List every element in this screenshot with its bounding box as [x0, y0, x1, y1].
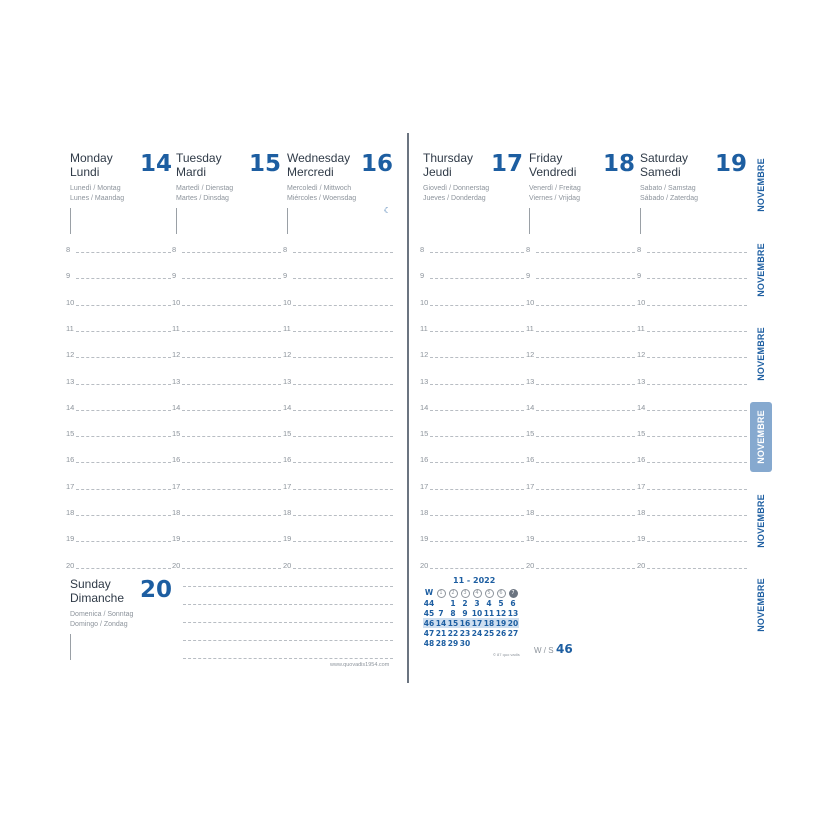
hour-label: 12 [420, 350, 429, 360]
day-name-es-nl: Jueves / Donderdag [423, 195, 486, 202]
hour-slot-line[interactable] [647, 384, 747, 385]
hour-label: 17 [637, 481, 646, 491]
mini-calendar-day[interactable]: 21 [435, 628, 447, 638]
hour-label: 20 [172, 560, 181, 570]
day-number: 18 [602, 151, 635, 177]
mini-calendar-day[interactable]: 11 [483, 608, 495, 618]
day-name-fr: Vendredi [529, 165, 577, 179]
day-name-en: Friday [529, 151, 563, 165]
mini-calendar-day[interactable] [483, 638, 495, 648]
mini-calendar-title: 11 - 2022 [453, 576, 496, 585]
hour-label: 13 [526, 376, 535, 386]
hour-label: 17 [66, 481, 75, 491]
day-number: 14 [139, 151, 172, 177]
mini-calendar-week-number: 45 [423, 608, 435, 618]
hour-label: 13 [66, 376, 75, 386]
page-divider [407, 133, 409, 683]
hour-label: 16 [172, 455, 181, 465]
weekday-marker: 6 [497, 589, 506, 598]
hour-slot-line[interactable] [536, 384, 635, 385]
hour-label: 13 [637, 376, 646, 386]
mini-calendar-row [423, 638, 519, 648]
hour-slot-line[interactable] [430, 305, 524, 306]
mini-calendar-day[interactable]: 28 [435, 638, 447, 648]
hour-slot-line[interactable] [647, 489, 747, 490]
hour-slot-line[interactable] [293, 357, 393, 358]
mini-calendar-grid [423, 587, 519, 648]
hour-label: 8 [283, 245, 288, 254]
hour-label: 20 [66, 560, 75, 570]
day-note-marker [176, 208, 177, 234]
hour-label: 10 [172, 297, 181, 307]
day-name-es-nl: Viernes / Vrijdag [529, 195, 580, 202]
hour-label: 14 [66, 402, 75, 412]
hour-slot-line[interactable] [647, 436, 747, 437]
hour-label: 10 [66, 297, 75, 307]
mini-calendar-day[interactable]: 15 [447, 618, 459, 628]
mini-calendar-day[interactable]: 22 [447, 628, 459, 638]
hour-label: 14 [637, 402, 646, 412]
hour-label: 19 [420, 534, 429, 544]
day-name-it-de: Domenica / Sonntag [70, 611, 134, 618]
hour-slot-line[interactable] [536, 515, 635, 516]
weekday-marker: 5 [485, 589, 494, 598]
hour-label: 17 [172, 481, 181, 491]
hour-slot-line[interactable] [293, 541, 393, 542]
day-name-es-nl: Martes / Dinsdag [176, 195, 229, 202]
mini-calendar-day[interactable]: 7 [438, 608, 444, 618]
hour-slot-line[interactable] [430, 515, 524, 516]
hour-slot-line[interactable] [293, 462, 393, 463]
mini-calendar-day[interactable]: 23 [459, 628, 471, 638]
hour-slot-line[interactable] [76, 278, 171, 279]
mini-calendar-day[interactable]: 17 [471, 618, 483, 628]
hour-slot-line[interactable] [76, 331, 171, 332]
sunday-note-line[interactable] [183, 640, 393, 641]
hour-slot-line[interactable] [536, 252, 635, 253]
hour-label: 12 [637, 350, 646, 360]
day-name-fr: Dimanche [70, 591, 125, 605]
hour-label: 11 [283, 323, 291, 333]
day-name-it-de: Lunedì / Montag [70, 185, 121, 192]
hour-slot-line[interactable] [536, 568, 635, 569]
day-name-es-nl: Lunes / Maandag [70, 195, 125, 202]
day-name-it-de: Sabato / Samstag [640, 185, 696, 192]
moon-phase-icon: ☾ [383, 206, 391, 215]
hour-label: 13 [283, 376, 292, 386]
hour-label: 9 [66, 271, 71, 281]
week-number: 46 [556, 642, 573, 656]
hour-label: 15 [283, 429, 292, 439]
hour-slot-line[interactable] [182, 462, 281, 463]
hour-slot-line[interactable] [430, 489, 524, 490]
mini-calendar-day[interactable]: 3 [474, 598, 480, 608]
hour-slot-line[interactable] [182, 305, 281, 306]
hour-slot-line[interactable] [293, 331, 393, 332]
mini-calendar-week-number: 48 [423, 638, 435, 648]
hour-slot-line[interactable] [182, 541, 281, 542]
website-footer: www.quovadis1954.com [330, 662, 390, 668]
hour-label: 14 [526, 402, 535, 412]
month-tab[interactable]: NOVEMBRE [756, 158, 767, 212]
mini-calendar-day[interactable]: 10 [471, 608, 483, 618]
mini-calendar-day[interactable]: 19 [495, 618, 507, 628]
mini-calendar-day[interactable]: 18 [483, 618, 495, 628]
hour-slot-line[interactable] [76, 541, 171, 542]
hour-label: 8 [420, 245, 425, 254]
hour-label: 11 [526, 323, 534, 333]
day-name-it-de: Giovedì / Donnerstag [423, 185, 490, 192]
hour-label: 19 [637, 534, 646, 544]
mini-calendar-week-number: 44 [423, 598, 435, 608]
hour-slot-line[interactable] [647, 515, 747, 516]
mini-calendar-row [423, 618, 519, 628]
hour-label: 18 [172, 508, 181, 517]
hour-slot-line[interactable] [647, 278, 747, 279]
hour-slot-line[interactable] [430, 278, 524, 279]
weekday-marker: 4 [473, 589, 482, 598]
hour-slot-line[interactable] [76, 515, 171, 516]
day-column-monday [70, 152, 172, 237]
day-number: 15 [248, 151, 281, 177]
hour-label: 9 [283, 271, 288, 281]
hour-label: 20 [420, 560, 429, 570]
hour-slot-line[interactable] [536, 489, 635, 490]
hour-label: 11 [66, 323, 74, 333]
hour-label: 15 [420, 429, 429, 439]
hour-slot-line[interactable] [430, 331, 524, 332]
mini-calendar-day[interactable]: 4 [486, 598, 492, 608]
day-number: 20 [139, 577, 172, 603]
day-note-marker [70, 208, 71, 234]
hour-slot-line[interactable] [182, 357, 281, 358]
hour-slot-line[interactable] [182, 515, 281, 516]
hour-slot-line[interactable] [647, 305, 747, 306]
day-number: 19 [714, 151, 747, 177]
day-name-fr: Samedi [640, 165, 681, 179]
hour-label: 18 [637, 508, 646, 517]
hour-slot-line[interactable] [76, 568, 171, 569]
day-note-marker [640, 208, 641, 234]
day-number: 16 [360, 151, 393, 177]
hour-slot-line[interactable] [182, 436, 281, 437]
mini-calendar-day[interactable]: 26 [495, 628, 507, 638]
day-name-en: Thursday [423, 151, 474, 165]
hour-slot-line[interactable] [536, 278, 635, 279]
hour-slot-line[interactable] [647, 357, 747, 358]
sunday-note-line[interactable] [183, 604, 393, 605]
mini-calendar-day[interactable] [507, 638, 519, 648]
hour-label: 15 [526, 429, 535, 439]
mini-calendar-row [423, 608, 519, 618]
hour-label: 17 [283, 481, 292, 491]
hour-slot-line[interactable] [76, 357, 171, 358]
hour-slot-line[interactable] [293, 278, 393, 279]
weekday-marker: 2 [449, 589, 458, 598]
day-name-en: Sunday [70, 577, 111, 591]
mini-calendar-day[interactable]: 2 [462, 598, 468, 608]
mini-calendar-day[interactable]: 9 [462, 608, 468, 618]
day-column-sunday [70, 578, 172, 663]
hour-label: 16 [66, 455, 75, 465]
hour-label: 18 [283, 508, 292, 517]
hour-label: 13 [172, 376, 181, 386]
day-name-fr: Jeudi [423, 165, 452, 179]
mini-calendar-day[interactable]: 5 [498, 598, 504, 608]
hour-label: 16 [283, 455, 292, 465]
hour-label: 20 [637, 560, 646, 570]
hour-slot-line[interactable] [293, 410, 393, 411]
hour-slot-line[interactable] [182, 278, 281, 279]
mini-calendar-day[interactable]: 25 [483, 628, 495, 638]
day-note-marker [287, 208, 288, 234]
hour-label: 12 [526, 350, 535, 360]
month-tab-active[interactable]: NOVEMBRE [750, 402, 772, 472]
mini-calendar-day[interactable] [495, 638, 507, 648]
day-name-en: Wednesday [287, 151, 351, 165]
day-column-thursday [423, 152, 523, 237]
hour-label: 16 [637, 455, 646, 465]
hour-label: 20 [283, 560, 292, 570]
mini-calendar-week-header: W [424, 588, 434, 597]
hour-label: 8 [66, 245, 71, 254]
mini-calendar-day[interactable]: 8 [450, 608, 456, 618]
hour-label: 15 [66, 429, 75, 439]
hour-label: 11 [172, 323, 180, 333]
mini-calendar-day[interactable] [471, 638, 483, 648]
month-tab[interactable]: NOVEMBRE [756, 578, 767, 632]
mini-calendar-day[interactable]: 12 [495, 608, 507, 618]
hour-label: 9 [420, 271, 425, 281]
day-name-fr: Mercredi [287, 165, 334, 179]
hour-slot-line[interactable] [76, 462, 171, 463]
hour-label: 19 [526, 534, 535, 544]
hour-label: 9 [526, 271, 531, 281]
mini-calendar-day[interactable]: 24 [471, 628, 483, 638]
hour-slot-line[interactable] [430, 436, 524, 437]
day-name-fr: Lundi [70, 165, 100, 179]
hour-slot-line[interactable] [182, 489, 281, 490]
hour-label: 14 [283, 402, 292, 412]
hour-label: 15 [172, 429, 181, 439]
day-name-en: Tuesday [176, 151, 222, 165]
day-column-wednesday [287, 152, 393, 237]
hour-label: 10 [637, 297, 646, 307]
hour-slot-line[interactable] [647, 462, 747, 463]
hour-label: 11 [637, 323, 645, 333]
hour-label: 8 [526, 245, 531, 254]
hour-slot-line[interactable] [647, 410, 747, 411]
hour-label: 12 [172, 350, 181, 360]
month-tab[interactable]: NOVEMBRE [756, 243, 767, 297]
hour-slot-line[interactable] [430, 462, 524, 463]
mini-calendar-day[interactable]: 29 [447, 638, 459, 648]
hour-slot-line[interactable] [536, 541, 635, 542]
hour-slot-line[interactable] [430, 568, 524, 569]
hour-slot-line[interactable] [647, 568, 747, 569]
hour-label: 18 [526, 508, 535, 517]
hour-slot-line[interactable] [430, 384, 524, 385]
hour-slot-line[interactable] [536, 462, 635, 463]
hour-slot-line[interactable] [76, 384, 171, 385]
hour-slot-line[interactable] [430, 252, 524, 253]
hour-label: 10 [526, 297, 535, 307]
day-name-it-de: Venerdì / Freitag [529, 185, 581, 192]
day-name-en: Monday [70, 151, 113, 165]
hour-slot-line[interactable] [647, 541, 747, 542]
hour-label: 8 [637, 245, 642, 254]
hour-slot-line[interactable] [182, 384, 281, 385]
hour-slot-line[interactable] [430, 357, 524, 358]
day-name-en: Saturday [640, 151, 689, 165]
hour-label: 18 [66, 508, 75, 517]
mini-calendar-day[interactable]: 14 [435, 618, 447, 628]
sunday-note-line[interactable] [183, 658, 393, 659]
hour-slot-line[interactable] [647, 331, 747, 332]
hour-slot-line[interactable] [293, 436, 393, 437]
hour-slot-line[interactable] [430, 410, 524, 411]
hour-label: 16 [420, 455, 429, 465]
hour-label: 18 [420, 508, 429, 517]
day-name-fr: Mardi [176, 165, 207, 179]
hour-label: 14 [172, 402, 181, 412]
hour-label: 9 [172, 271, 177, 281]
hour-slot-line[interactable] [293, 515, 393, 516]
hour-label: 12 [66, 350, 75, 360]
mini-calendar-day[interactable]: 6 [510, 598, 516, 608]
hour-slot-line[interactable] [182, 568, 281, 569]
hour-label: 10 [420, 297, 429, 307]
hour-label: 19 [66, 534, 75, 544]
hour-label: 8 [172, 245, 177, 254]
mini-calendar-week-number: 47 [423, 628, 435, 638]
hour-slot-line[interactable] [293, 252, 393, 253]
day-column-friday [529, 152, 635, 237]
day-name-it-de: Martedì / Dienstag [176, 185, 234, 192]
hour-label: 11 [420, 323, 428, 333]
day-note-marker [529, 208, 530, 234]
day-name-es-nl: Sábado / Zaterdag [640, 195, 698, 202]
hour-slot-line[interactable] [293, 384, 393, 385]
mini-calendar-row [423, 598, 519, 608]
hour-slot-line[interactable] [182, 252, 281, 253]
weekday-marker: 7 [509, 589, 518, 598]
day-name-es-nl: Domingo / Zondag [70, 621, 128, 628]
hour-label: 17 [420, 481, 429, 491]
sunday-note-line[interactable] [183, 622, 393, 623]
hour-slot-line[interactable] [293, 305, 393, 306]
hour-slot-line[interactable] [76, 305, 171, 306]
day-column-saturday [640, 152, 747, 237]
hour-slot-line[interactable] [293, 568, 393, 569]
hour-slot-line[interactable] [430, 541, 524, 542]
mini-calendar-day[interactable]: 13 [507, 608, 519, 618]
hour-slot-line[interactable] [76, 436, 171, 437]
mini-calendar-week-number: 46 [423, 618, 435, 628]
hour-label: 13 [420, 376, 429, 386]
hour-slot-line[interactable] [536, 410, 635, 411]
hour-slot-line[interactable] [182, 410, 281, 411]
hour-slot-line[interactable] [647, 252, 747, 253]
mini-calendar-day[interactable]: 27 [507, 628, 519, 638]
sunday-note-line[interactable] [183, 586, 393, 587]
day-name-es-nl: Miércoles / Woensdag [287, 195, 357, 202]
hour-slot-line[interactable] [536, 436, 635, 437]
mini-calendar-day[interactable]: 16 [459, 618, 471, 628]
week-label: W / S [534, 646, 554, 655]
day-column-tuesday [176, 152, 281, 237]
hour-slot-line[interactable] [76, 252, 171, 253]
mini-calendar [423, 576, 519, 648]
hour-slot-line[interactable] [536, 357, 635, 358]
mini-calendar-row [423, 628, 519, 638]
hour-label: 16 [526, 455, 535, 465]
hour-label: 20 [526, 560, 535, 570]
hour-label: 19 [172, 534, 181, 544]
weekday-marker: 1 [437, 589, 446, 598]
month-tab[interactable]: NOVEMBRE [756, 327, 767, 381]
mini-calendar-day[interactable]: 1 [450, 598, 456, 608]
hour-label: 17 [526, 481, 535, 491]
day-note-marker [70, 634, 71, 660]
hour-slot-line[interactable] [293, 489, 393, 490]
day-number: 17 [490, 151, 523, 177]
hour-slot-line[interactable] [536, 305, 635, 306]
hour-slot-line[interactable] [536, 331, 635, 332]
hour-slot-line[interactable] [76, 489, 171, 490]
copyright: © 87 quo vadis [493, 652, 520, 657]
mini-calendar-day[interactable]: 30 [459, 638, 471, 648]
hour-slot-line[interactable] [76, 410, 171, 411]
mini-calendar-day[interactable]: 20 [507, 618, 519, 628]
day-name-it-de: Mercoledì / Mittwoch [287, 185, 352, 192]
hour-label: 15 [637, 429, 646, 439]
hour-label: 19 [283, 534, 292, 544]
mini-calendar-day[interactable] [435, 598, 447, 608]
hour-label: 9 [637, 271, 642, 281]
hour-slot-line[interactable] [182, 331, 281, 332]
weekday-marker: 3 [461, 589, 470, 598]
hour-label: 12 [283, 350, 292, 360]
hour-label: 14 [420, 402, 429, 412]
month-tab[interactable]: NOVEMBRE [756, 494, 767, 548]
hour-label: 10 [283, 297, 292, 307]
